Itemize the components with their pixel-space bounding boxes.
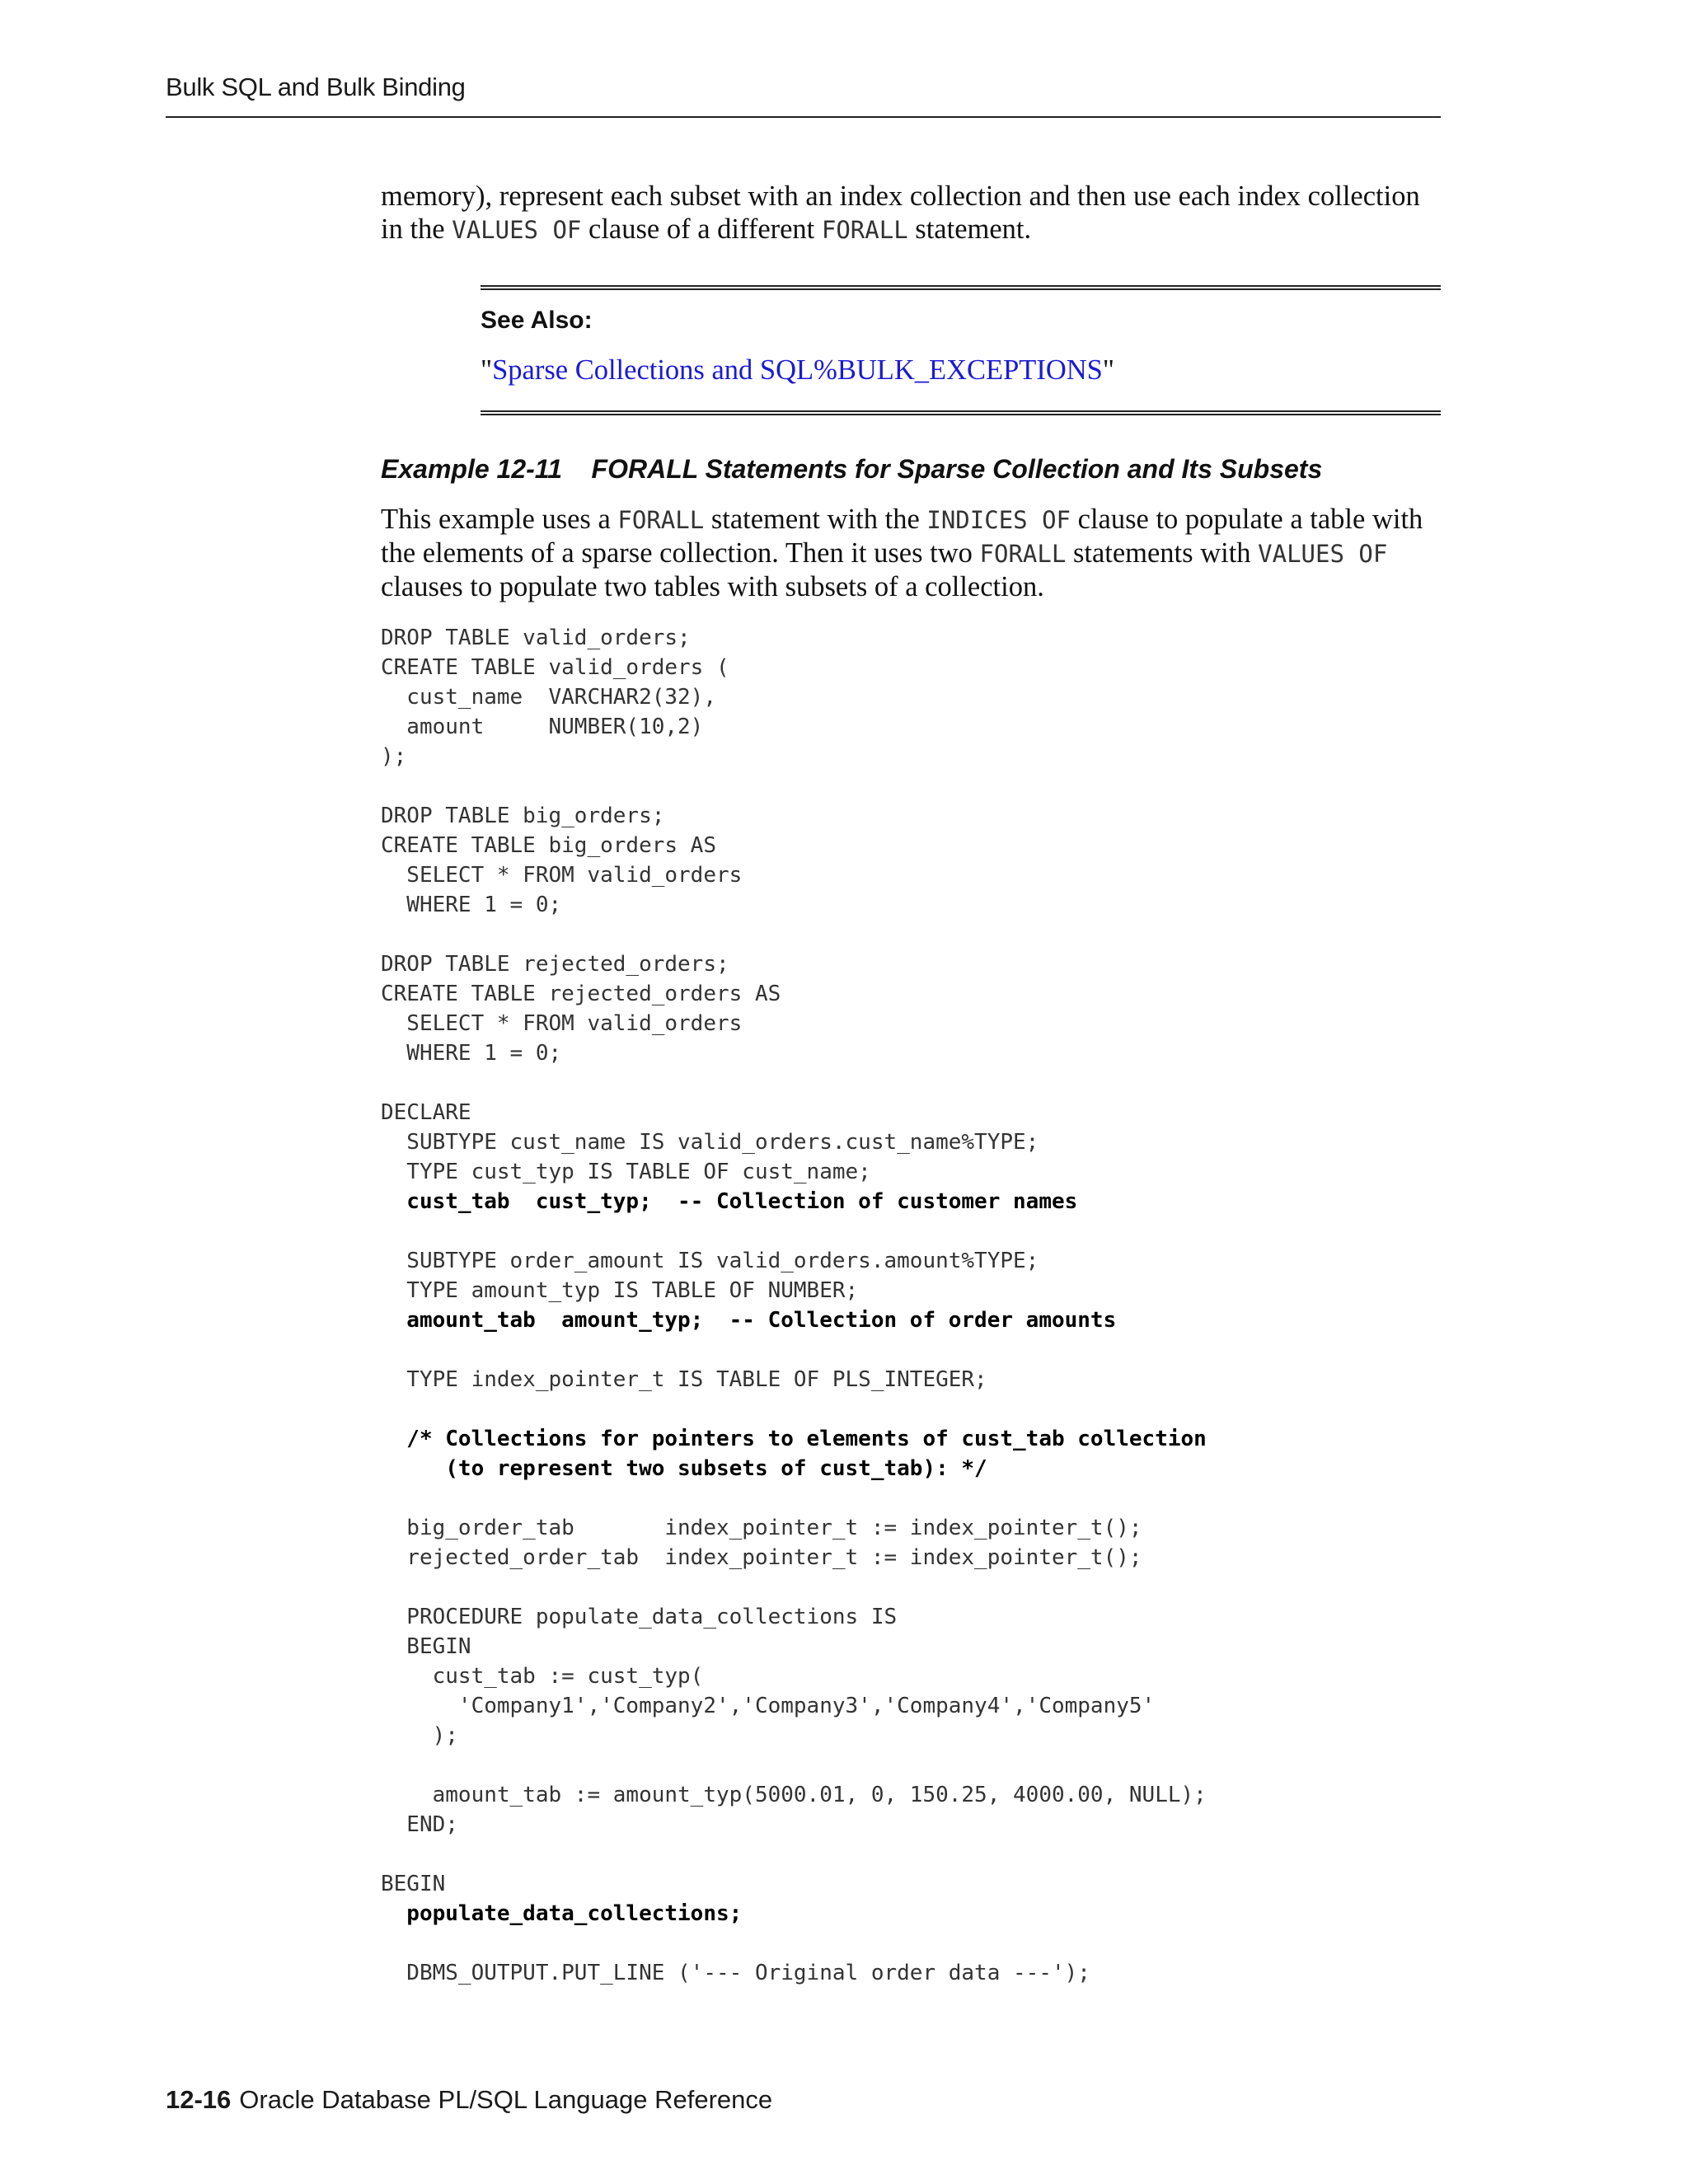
desc-text-5: clauses to populate two tables with subsets of a collection. xyxy=(381,571,1044,602)
header-rule xyxy=(166,116,1441,118)
code-line: CREATE TABLE valid_orders ( xyxy=(381,655,729,680)
code-line: DECLARE xyxy=(381,1100,471,1125)
desc-text-3: clause to populate a table with the elements of a sparse collection. Then it uses two xyxy=(381,504,1423,569)
code-line xyxy=(381,1483,1207,1513)
code-line: TYPE amount_typ IS TABLE OF NUMBER; xyxy=(381,1278,859,1303)
book-title: Oracle Database PL/SQL Language Reference xyxy=(239,2085,773,2114)
code-line: CREATE TABLE rejected_orders AS xyxy=(381,982,781,1006)
code-line xyxy=(381,920,1207,949)
example-description xyxy=(381,503,1441,603)
code-line xyxy=(381,771,1207,801)
code-line: amount NUMBER(10,2) xyxy=(381,715,704,739)
intro-text-1: memory), represent each subset with an index collection and then use each index collection in the xyxy=(381,180,1420,245)
see-also-title: See Also: xyxy=(481,307,593,334)
code-line: cust_name VARCHAR2(32), xyxy=(381,685,716,710)
code-listing xyxy=(381,623,1207,1988)
code-line: cust_tab cust_typ; -- Collection of customer names xyxy=(381,1189,1078,1214)
code-line xyxy=(381,1394,1207,1424)
code-line: BEGIN xyxy=(381,1872,446,1896)
see-also-reference xyxy=(481,354,1114,387)
code-line: WHERE 1 = 0; xyxy=(381,893,562,917)
code-line: amount_tab amount_typ; -- Collection of order amounts xyxy=(381,1308,1117,1333)
intro-code-values-of: VALUES OF xyxy=(452,216,582,244)
desc-code-indices-of: INDICES OF xyxy=(926,506,1071,534)
code-line: big_order_tab index_pointer_t := index_pointer_t(); xyxy=(381,1516,1142,1540)
code-line: DROP TABLE big_orders; xyxy=(381,804,665,828)
code-line xyxy=(381,1572,1207,1602)
intro-paragraph xyxy=(381,180,1441,246)
desc-code-values-of: VALUES OF xyxy=(1258,540,1388,568)
example-title xyxy=(381,454,1322,485)
code-line: PROCEDURE populate_data_collections IS xyxy=(381,1605,898,1629)
code-line xyxy=(381,1840,1207,1869)
code-line xyxy=(381,1750,1207,1780)
code-line: /* Collections for pointers to elements of cust_tab collection xyxy=(381,1427,1207,1451)
code-line: ); xyxy=(381,744,407,769)
sparse-collections-link[interactable]: Sparse Collections and SQL%BULK_EXCEPTIONS xyxy=(492,354,1103,386)
desc-code-forall-2: FORALL xyxy=(979,540,1067,568)
desc-text-1: This example uses a xyxy=(381,504,618,535)
see-also-box xyxy=(481,285,1441,417)
code-line: ); xyxy=(381,1723,458,1748)
see-also-bottom-rule xyxy=(481,410,1441,415)
code-line xyxy=(381,1335,1207,1365)
page-footer xyxy=(166,2085,772,2115)
code-line xyxy=(381,1068,1207,1098)
running-header: Bulk SQL and Bulk Binding xyxy=(166,73,466,101)
see-also-top-rule xyxy=(481,285,1441,290)
code-line: SUBTYPE order_amount IS valid_orders.amount%TYPE; xyxy=(381,1249,1039,1273)
code-line: TYPE index_pointer_t IS TABLE OF PLS_INTEGER; xyxy=(381,1367,987,1392)
code-line: BEGIN xyxy=(381,1634,471,1659)
code-line: SELECT * FROM valid_orders xyxy=(381,1011,743,1036)
intro-text-2: clause of a different xyxy=(581,213,822,245)
code-line xyxy=(381,1929,1207,1958)
code-line: TYPE cust_typ IS TABLE OF cust_name; xyxy=(381,1160,871,1184)
code-line: amount_tab := amount_typ(5000.01, 0, 150.25, 4000.00, NULL); xyxy=(381,1783,1207,1807)
example-label: Example 12-11 xyxy=(381,454,562,484)
code-line: populate_data_collections; xyxy=(381,1901,743,1926)
desc-code-forall-1: FORALL xyxy=(617,506,705,534)
code-line: SELECT * FROM valid_orders xyxy=(381,863,743,888)
see-also-open-quote: " xyxy=(481,354,493,386)
code-line: DBMS_OUTPUT.PUT_LINE ('--- Original order data ---'); xyxy=(381,1961,1090,1985)
intro-code-forall: FORALL xyxy=(821,216,908,244)
desc-text-4: statements with xyxy=(1066,537,1259,569)
code-line: (to represent two subsets of cust_tab): */ xyxy=(381,1456,987,1481)
code-line: 'Company1','Company2','Company3','Company4','Company5' xyxy=(381,1694,1156,1718)
desc-text-2: statement with the xyxy=(704,504,927,535)
code-line xyxy=(381,1216,1207,1246)
intro-text-3: statement. xyxy=(907,213,1032,245)
code-line: DROP TABLE valid_orders; xyxy=(381,626,691,650)
code-line: rejected_order_tab index_pointer_t := index_pointer_t(); xyxy=(381,1545,1142,1570)
code-line: WHERE 1 = 0; xyxy=(381,1041,562,1066)
see-also-close-quote: " xyxy=(1102,354,1114,386)
code-line: END; xyxy=(381,1812,458,1837)
code-line: DROP TABLE rejected_orders; xyxy=(381,952,729,977)
code-line: cust_tab := cust_typ( xyxy=(381,1664,704,1689)
code-line: CREATE TABLE big_orders AS xyxy=(381,833,716,858)
page-number: 12-16 xyxy=(166,2085,232,2114)
example-title-text: FORALL Statements for Sparse Collection and Its Subsets xyxy=(591,454,1323,484)
code-line: SUBTYPE cust_name IS valid_orders.cust_name%TYPE; xyxy=(381,1130,1039,1155)
